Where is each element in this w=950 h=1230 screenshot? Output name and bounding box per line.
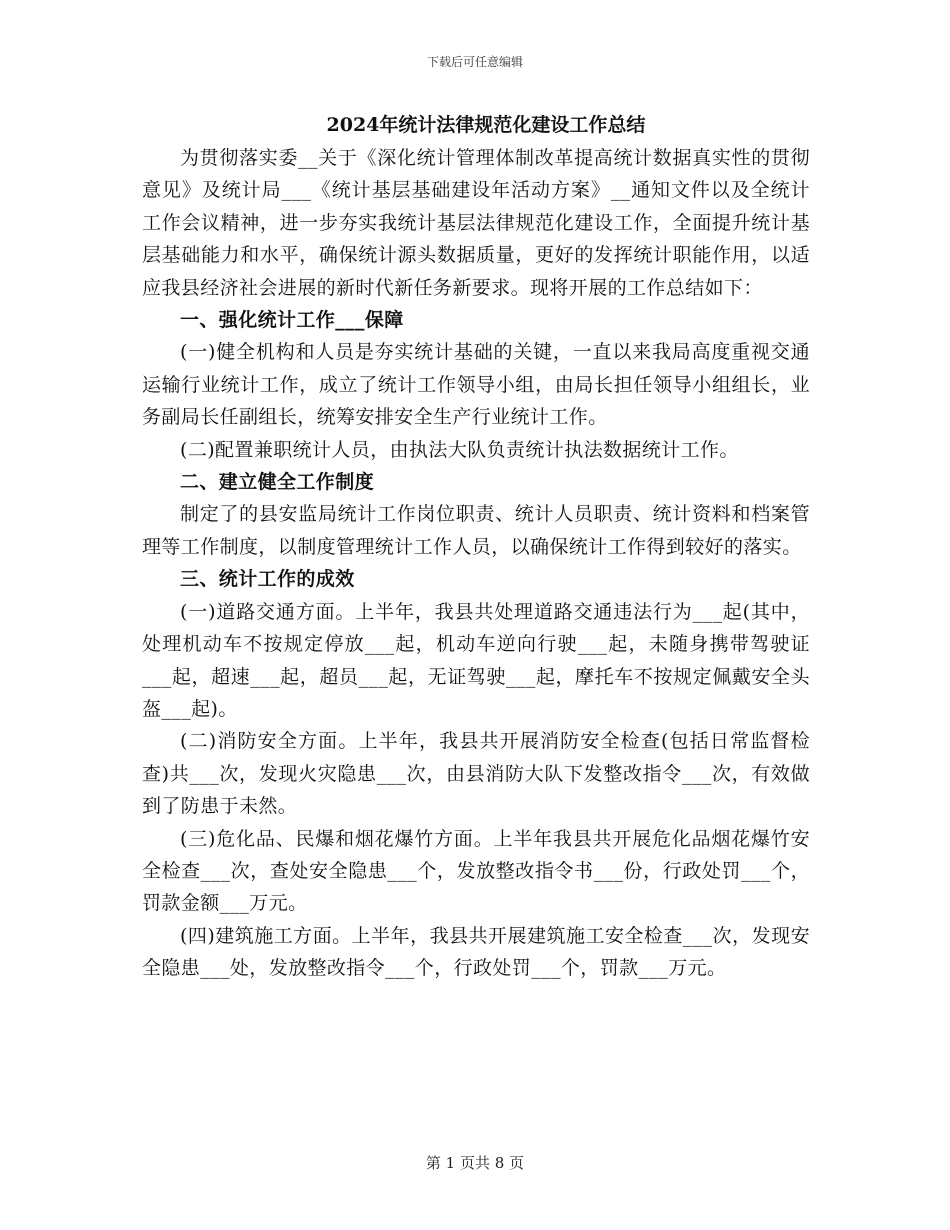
page-number: 第 1 页共 8 页 [425, 1154, 525, 1172]
document-body [142, 108, 810, 985]
paragraph-1-2: (二)配置兼职统计人员，由执法大队负责统计执法数据统计工作。 [180, 438, 739, 461]
section-heading-3: 三、统计工作的成效 [180, 568, 355, 591]
section-heading-1: 一、强化统计工作___保障 [180, 309, 404, 332]
intro-paragraph: 为贯彻落实委__关于《深化统计管理体制改革提高统计数据真实性的贯彻意见》及统计局___《统计基层基础建设年活动方案》__通知文件以及全统计工作会议精神，进一步夯实我统计基层法律规范化建设工作，全面提升统计基层基础能力和水平，确保统计源头数据质量，更好的发挥统计职能作用，以适应我县经济社会进展的新时代新任务新要求。现将开展的工作总结如下： [142, 147, 810, 299]
paragraph-3-4: (四)建筑施工方面。上半年，我县共开展建筑施工安全检查___次，发现安全隐患___处，发放整改指令___个，行政处罚___个，罚款___万元。 [142, 924, 810, 980]
document-title: 2024年统计法律规范化建设工作总结 [326, 114, 646, 136]
paragraph-3-2: (二)消防安全方面。上半年，我县共开展消防安全检查(包括日常监督检查)共___次，发现火灾隐患___次，由县消防大队下发整改指令___次，有效做到了防患于未然。 [142, 730, 810, 818]
paragraph-3-1: (一)道路交通方面。上半年，我县共处理道路交通违法行为___起(其中，处理机动车不按规定停放___起，机动车逆向行驶___起，未随身携带驾驶证___起，超速___起，超员___起，无证驾驶___起，摩托车不按规定佩戴安全头盔___起)。 [142, 600, 810, 720]
header-note: 下载后可任意编辑 [426, 55, 523, 69]
paragraph-2-1: 制定了的县安监局统计工作岗位职责、统计人员职责、统计资料和档案管理等工作制度，以制度管理统计工作人员，以确保统计工作得到较好的落实。 [142, 503, 810, 558]
paragraph-3-3: (三)危化品、民爆和烟花爆竹方面。上半年我县共开展危化品烟花爆竹安全检查___次，查处安全隐患___个，发放整改指令书___份，行政处罚___个，罚款金额___万元。 [142, 827, 810, 915]
paragraph-1-1: (一)健全机构和人员是夯实统计基础的关键，一直以来我局高度重视交通运输行业统计工作，成立了统计工作领导小组，由局长担任领导小组组长，业务副局长任副组长，统筹安排安全生产行业统计工作。 [142, 341, 810, 429]
section-heading-2: 二、建立健全工作制度 [180, 471, 375, 494]
